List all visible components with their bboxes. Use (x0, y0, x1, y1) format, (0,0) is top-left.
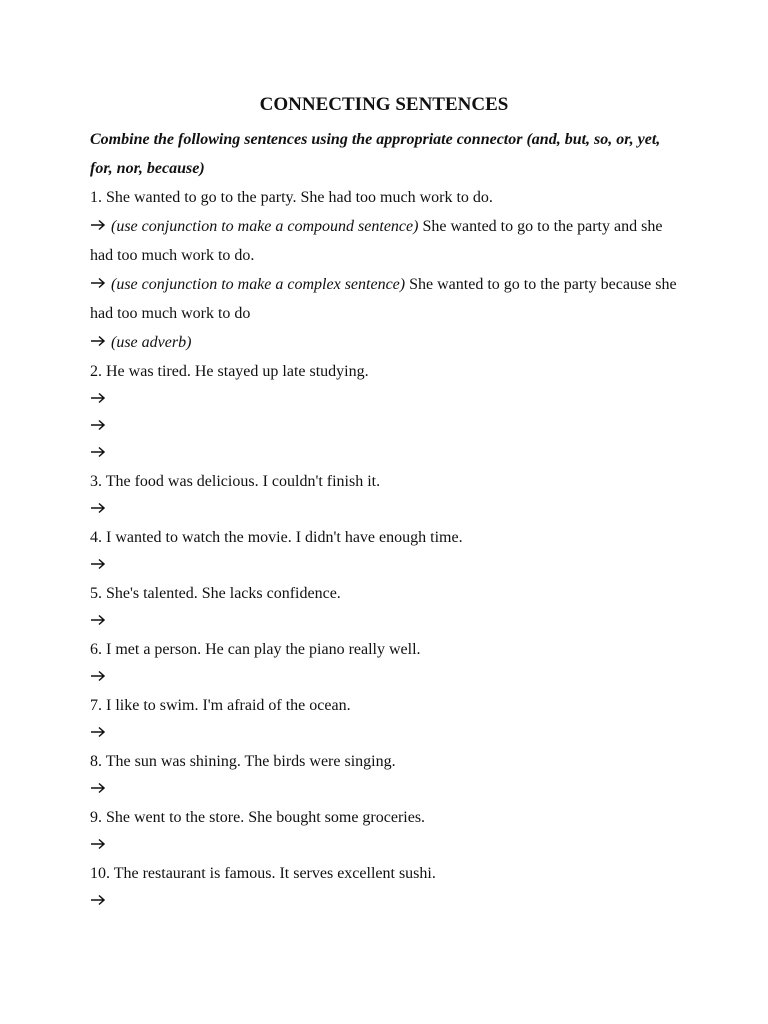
question-3: 3. The food was delicious. I couldn't finish it. (90, 473, 381, 490)
example-answer-adverb (90, 328, 685, 357)
right-arrow-icon (90, 446, 106, 458)
answer-line[interactable] (90, 440, 685, 467)
answer-line[interactable] (90, 608, 685, 635)
question-10: 10. The restaurant is famous. It serves excellent sushi. (90, 865, 436, 882)
answer-text: She wanted to go to the party and she had too much work to do. (90, 218, 663, 264)
answer-line[interactable] (90, 776, 685, 803)
answer-hint: (use adverb) (111, 334, 192, 351)
answer-hint: (use conjunction to make a complex sentence) (111, 276, 406, 293)
question-2: 2. He was tired. He stayed up late studying. (90, 363, 369, 380)
answer-text: She wanted to go to the party because she had too much work to do (90, 276, 677, 322)
right-arrow-icon (90, 219, 106, 231)
right-arrow-icon (90, 838, 106, 850)
question-6: 6. I met a person. He can play the piano really well. (90, 641, 421, 658)
answer-line[interactable] (90, 664, 685, 691)
right-arrow-icon (90, 894, 106, 906)
question-7: 7. I like to swim. I'm afraid of the ocean. (90, 697, 351, 714)
question-1: 1. She wanted to go to the party. She had too much work to do. (90, 189, 493, 206)
right-arrow-icon (90, 502, 106, 514)
answer-line[interactable] (90, 832, 685, 859)
right-arrow-icon (90, 277, 106, 289)
page-title: CONNECTING SENTENCES (259, 94, 509, 115)
answer-line[interactable] (90, 552, 685, 579)
answer-line[interactable] (90, 720, 685, 747)
example-answer-complex (90, 270, 685, 328)
question-9: 9. She went to the store. She bought some groceries. (90, 809, 426, 826)
example-answer-compound (90, 212, 685, 270)
right-arrow-icon (90, 558, 106, 570)
right-arrow-icon (90, 614, 106, 626)
right-arrow-icon (90, 392, 106, 404)
right-arrow-icon (90, 726, 106, 738)
question-8: 8. The sun was shining. The birds were singing. (90, 753, 396, 770)
question-list (90, 357, 685, 915)
answer-line[interactable] (90, 413, 685, 440)
right-arrow-icon (90, 782, 106, 794)
question-4: 4. I wanted to watch the movie. I didn't have enough time. (90, 529, 463, 546)
instructions: Combine the following sentences using the appropriate connector (and, but, so, or, yet, for, nor, because) (90, 131, 661, 177)
right-arrow-icon (90, 419, 106, 431)
right-arrow-icon (90, 335, 106, 347)
answer-hint: (use conjunction to make a compound sentence) (111, 218, 419, 235)
right-arrow-icon (90, 670, 106, 682)
worksheet-content (90, 125, 685, 915)
question-5: 5. She's talented. She lacks confidence. (90, 585, 341, 602)
answer-line[interactable] (90, 386, 685, 413)
answer-line[interactable] (90, 496, 685, 523)
answer-line[interactable] (90, 888, 685, 915)
